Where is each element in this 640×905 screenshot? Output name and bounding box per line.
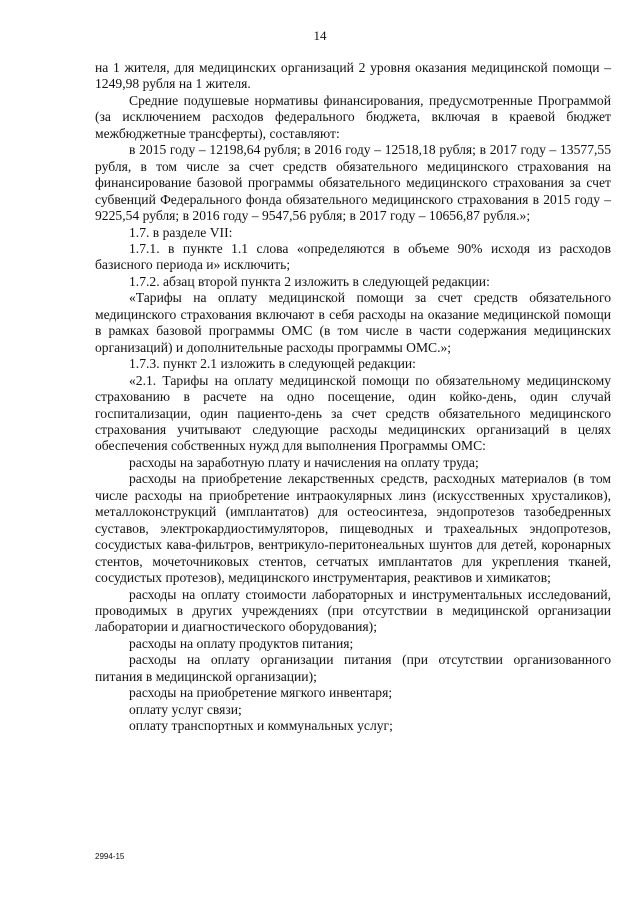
paragraph: 1.7.1. в пункте 1.1 слова «определяются в объеме 90% исходя из расходов базисного периода и» исключить; [95,240,611,273]
paragraph: Средние подушевые нормативы финансирования, предусмотренные Программой (за исключением расходов федерального бюджета, включая в краевой бюджет межбюджетные трансферты), составляют: [95,92,611,141]
paragraph: расходы на заработную плату и начисления на оплату труда; [129,454,479,470]
paragraph: оплату транспортных и коммунальных услуг; [129,718,393,734]
document-body [95,60,611,735]
paragraph: на 1 жителя, для медицинских организаций 2 уровня оказания медицинской помощи – 1249,98 рубля на 1 жителя. [95,60,611,92]
paragraph: расходы на оплату организации питания (при отсутствии организованного питания в медицинской организации); [95,652,611,684]
paragraph: расходы на приобретение лекарственных средств, расходных материалов (в том числе расходы на приобретение интраокулярных линз (искусственных хрусталиков), металлоконструкций (имплантатов) для остеосинтеза, эндопротезов тазобедренных суставов, электрокардиостимуляторов, пищеводных и трахеальных эндопротезов, сосудистых кава-фильтров, вентрикуло-перитонеальных шунтов для детей, коронарных стентов, мочеточниковых стентов, сетчатых имплантатов для укрепления тканей, сосудистых протезов), медицинского инструментария, реактивов и химикатов; [95,471,611,586]
paragraph: в 2015 году – 12198,64 рубля; в 2016 году – 12518,18 рубля; в 2017 году – 13577,55 рубля, в том числе за счет средств обязательного медицинского страхования на финансирование базовой программы обязательного медицинского страхования за счет субвенций Федерального фонда обязательного медицинского страхования в 2015 году – 9225,54 рубля; в 2016 году – 9547,56 рубля; в 2017 году – 10656,87 рубля.»; [95,142,611,224]
paragraph: 1.7. в разделе VII: [129,224,233,240]
page-number: 14 [313,28,327,43]
document-code: 2994-15 [95,852,125,861]
paragraph: «2.1. Тарифы на оплату медицинской помощи по обязательному медицинскому страхованию в расчете на одно посещение, один койко-день, один случай госпитализации, один пациенто-день за счет средств обязательного медицинского страхования учитывают следующие расходы медицинских организаций в целях обеспечения собственных нужд для выполнения Программы ОМС: [95,372,611,454]
paragraph: 1.7.2. абзац второй пункта 2 изложить в следующей редакции: [129,273,490,289]
paragraph: расходы на оплату продуктов питания; [129,635,354,651]
paragraph: «Тарифы на оплату медицинской помощи за счет средств обязательного медицинского страхования включают в себя расходы на оказание медицинской помощи в рамках базовой программы ОМС (в том числе в части содержания медицинских организаций) и дополнительные расходы программы ОМС.»; [95,290,611,355]
paragraph: расходы на оплату стоимости лабораторных и инструментальных исследований, проводимых в других учреждениях (при отсутствии в медицинской организации лаборатории и диагностического оборудования); [95,586,611,635]
paragraph: оплату услуг связи; [129,701,242,717]
paragraph: 1.7.3. пункт 2.1 изложить в следующей редакции: [129,356,416,372]
paragraph: расходы на приобретение мягкого инвентаря; [129,685,393,701]
